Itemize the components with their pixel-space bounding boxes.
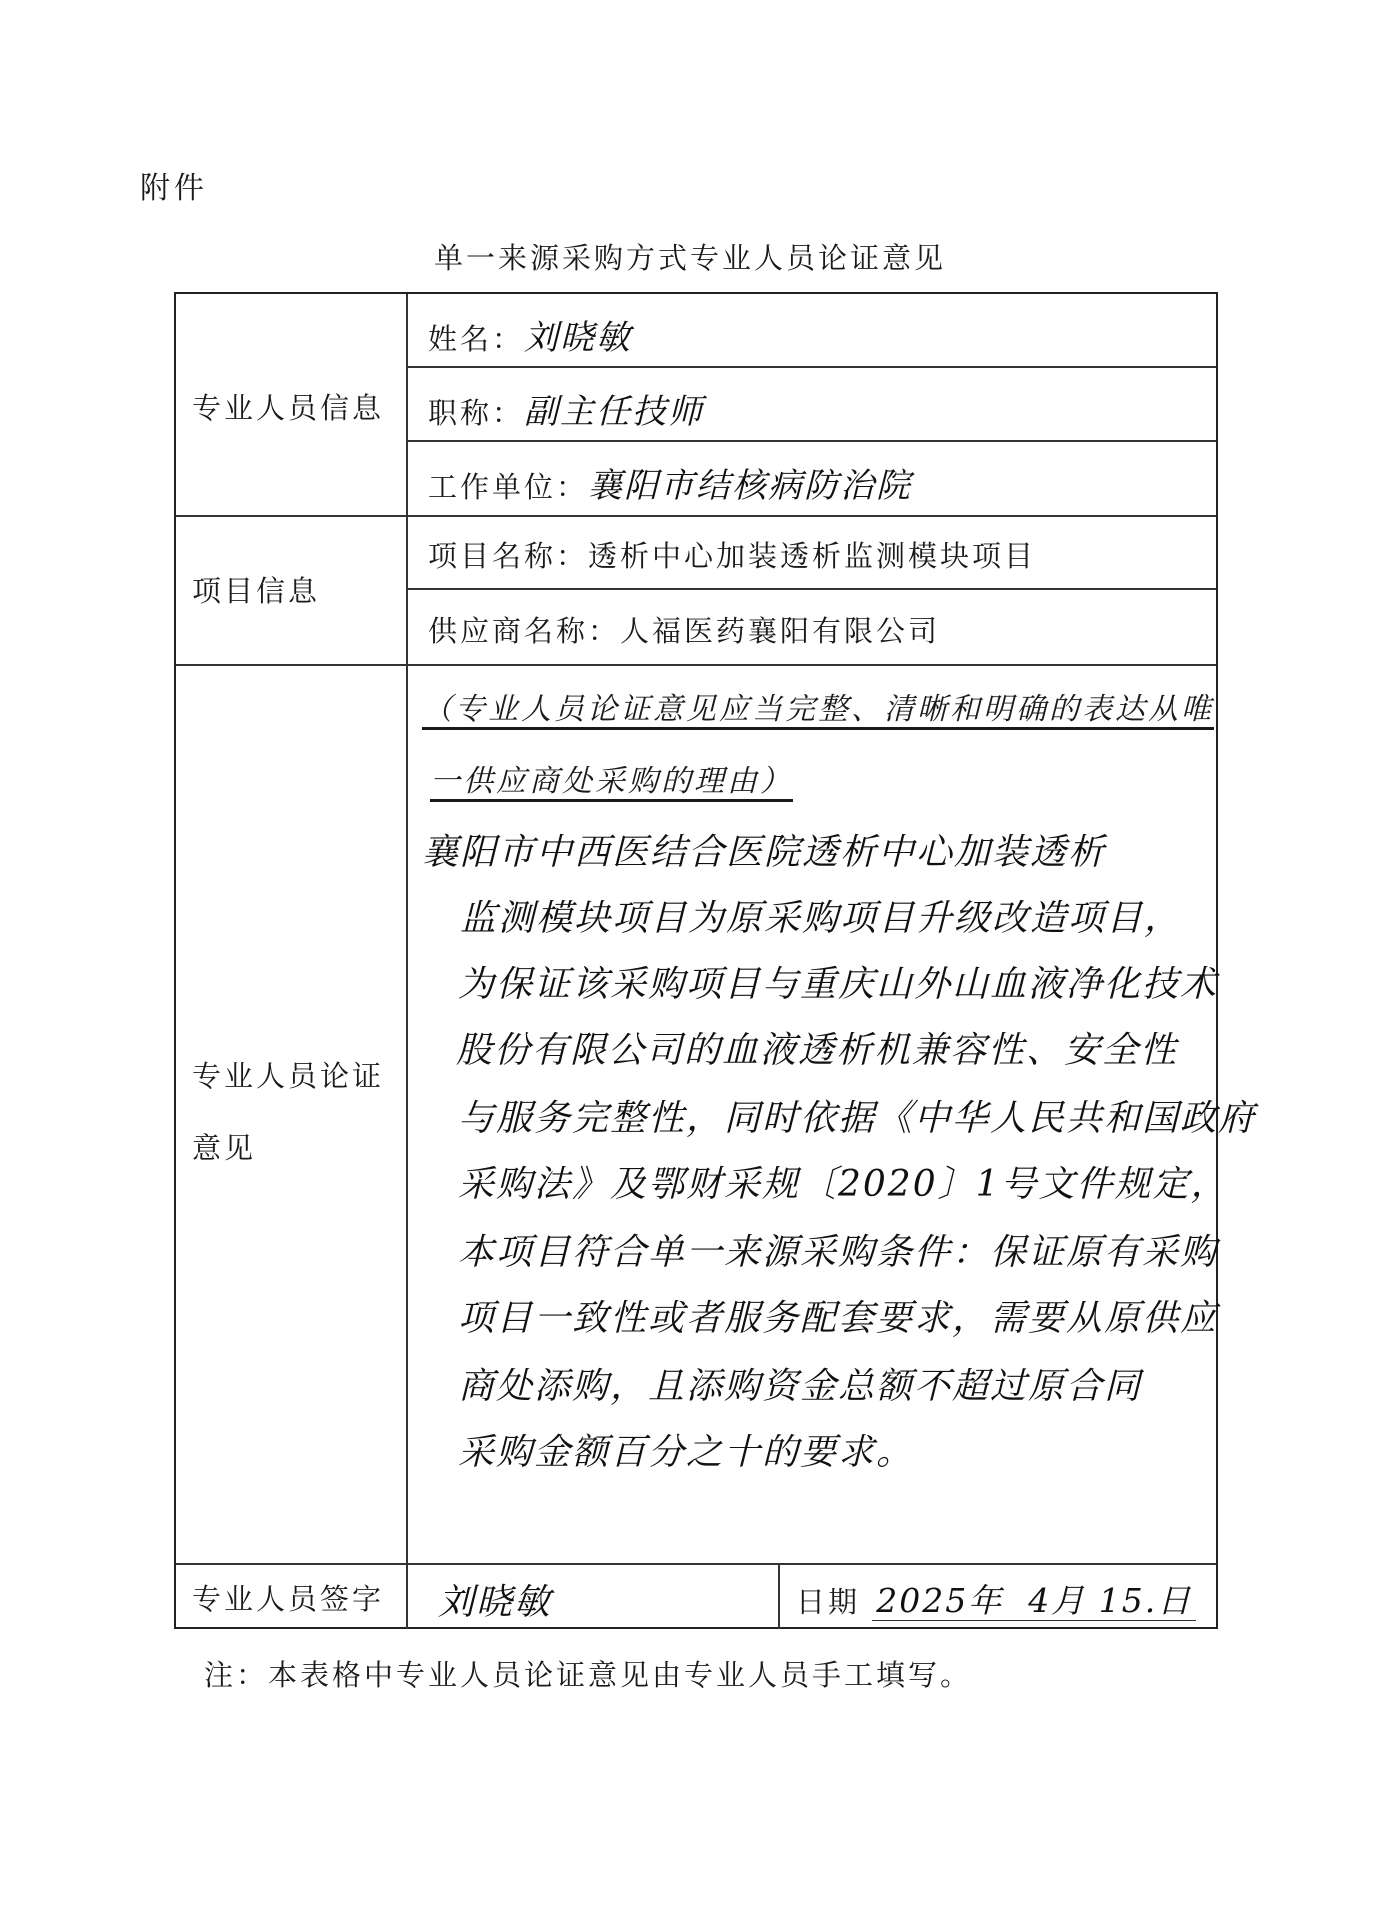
- employer-label: 工作单位：: [428, 470, 589, 504]
- date-day: 15: [1098, 1581, 1145, 1620]
- opinion-line: 与服务完整性，同时依据《中华人民共和国政府: [458, 1098, 1257, 1139]
- signature-column-divider: [406, 1563, 408, 1629]
- date-year-unit: 年: [968, 1581, 1004, 1620]
- opinion-line: 为保证该采购项目与重庆山外山血液净化技术: [458, 964, 1219, 1005]
- row-divider-employer: [406, 440, 1216, 442]
- opinion-section-label-line2: 意见: [192, 1131, 257, 1165]
- opinion-section-label-line1: 专业人员论证: [192, 1059, 385, 1093]
- opinion-line: 采购金额百分之十的要求。: [458, 1432, 915, 1473]
- left-column-divider: [406, 294, 408, 1567]
- document-title: 单一来源采购方式专业人员论证意见: [433, 241, 946, 275]
- opinion-form-table: [174, 292, 1257, 1629]
- date-column-divider: [778, 1563, 780, 1629]
- section-divider-expert: [176, 515, 1216, 517]
- opinion-line: 襄阳市中西医结合医院透析中心加装透析: [422, 832, 1107, 873]
- job-title-label: 职称：: [428, 396, 525, 430]
- project-name-field: [428, 534, 1036, 575]
- opinion-line: 采购法》及鄂财采规〔2020〕1号文件规定，: [458, 1164, 1229, 1205]
- handwritten-signature: 刘晓敏: [438, 1582, 553, 1623]
- project-name-label: 项目名称：: [428, 539, 589, 573]
- opinion-line: 项目一致性或者服务配套要求，需要从原供应: [458, 1298, 1219, 1339]
- supplier-label: 供应商名称：: [428, 614, 621, 648]
- section-divider-project: [176, 664, 1216, 666]
- project-name-value: 透析中心加装透析监测模块项目: [588, 539, 1037, 573]
- opinion-line: 商处添购，且添购资金总额不超过原合同: [458, 1366, 1143, 1407]
- date-label: 日期: [796, 1585, 861, 1619]
- job-title-value: 副主任技师: [524, 392, 705, 432]
- opinion-line: 监测模块项目为原采购项目升级改造项目，: [460, 898, 1183, 939]
- supplier-field: [428, 609, 940, 650]
- row-divider-title: [406, 366, 1216, 368]
- job-title-field: [428, 384, 704, 433]
- project-info-section-label: 项目信息: [192, 574, 321, 608]
- opinion-instruction-line1: （专业人员论证意见应当完整、清晰和明确的表达从唯: [422, 692, 1214, 727]
- opinion-line: 股份有限公司的血液透析机兼容性、安全性: [456, 1030, 1179, 1071]
- name-value: 刘晓敏: [524, 318, 633, 358]
- date-year: 2025: [876, 1581, 969, 1620]
- row-divider-supplier: [406, 588, 1216, 590]
- opinion-line: 本项目符合单一来源采购条件：保证原有采购: [458, 1232, 1219, 1273]
- attachment-label: 附件: [140, 171, 208, 206]
- name-field: [428, 310, 632, 359]
- employer-field: [428, 458, 912, 507]
- date-value: 2025年 4月 15.日: [872, 1581, 1196, 1621]
- date-field: [796, 1575, 1196, 1622]
- date-month: 4: [1028, 1581, 1052, 1620]
- date-month-unit: 月: [1051, 1581, 1087, 1620]
- name-label: 姓名：: [428, 322, 525, 356]
- footnote: 注：本表格中专业人员论证意见由专业人员手工填写。: [204, 1658, 973, 1692]
- signature-section-label: 专业人员签字: [192, 1582, 385, 1616]
- section-divider-opinion: [176, 1563, 1216, 1565]
- opinion-instruction-line2: 一供应商处采购的理由）: [430, 764, 793, 799]
- employer-value: 襄阳市结核病防治院: [588, 466, 913, 506]
- date-day-unit: 日: [1157, 1581, 1193, 1620]
- expert-info-section-label: 专业人员信息: [192, 391, 385, 425]
- supplier-value: 人福医药襄阳有限公司: [620, 614, 941, 648]
